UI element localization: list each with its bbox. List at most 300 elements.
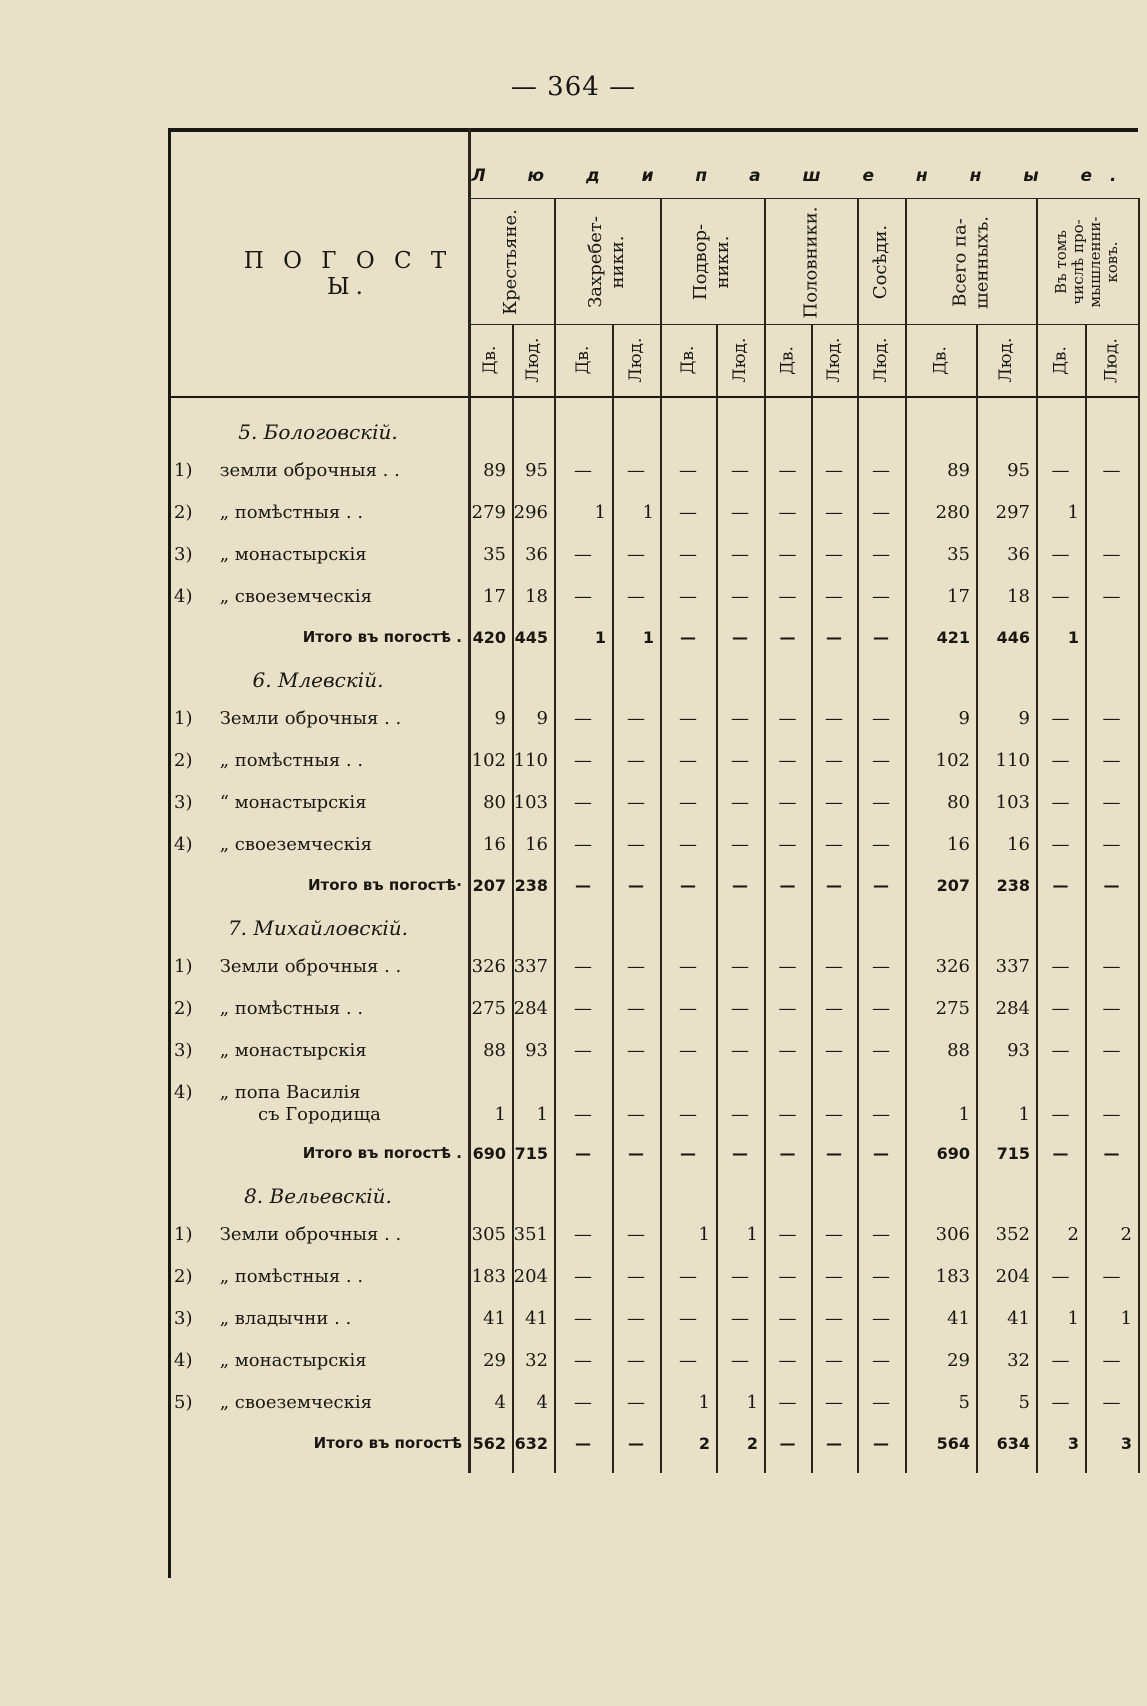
row-number: 3) — [174, 1040, 193, 1061]
column-header — [764, 202, 857, 322]
table-cell: 1 — [958, 1104, 970, 1125]
empty-cell: — — [1051, 834, 1070, 855]
table-cell: 3 — [1067, 1434, 1079, 1453]
empty-cell: — — [574, 956, 592, 977]
column-subheader: Люд. — [871, 337, 891, 383]
table-cell: 89 — [947, 460, 970, 481]
empty-cell: — — [872, 1308, 890, 1329]
empty-cell: — — [1102, 586, 1121, 607]
column-header-line: Половники. — [799, 206, 821, 318]
empty-cell: — — [1102, 1266, 1121, 1287]
empty-cell: — — [873, 1434, 889, 1453]
table-row — [168, 1300, 1138, 1340]
empty-cell: — — [627, 544, 645, 565]
column-subheader: Люд. — [1101, 337, 1121, 383]
row-label — [174, 1350, 367, 1371]
column-subheader: Люд. — [996, 337, 1016, 383]
empty-cell: — — [732, 1144, 748, 1163]
row-number: 3) — [174, 544, 193, 565]
empty-cell: — — [872, 1104, 890, 1125]
table-row — [168, 578, 1138, 618]
empty-cell: — — [679, 750, 697, 771]
empty-cell: — — [574, 1040, 592, 1061]
table-cell: 16 — [525, 834, 548, 855]
empty-cell: — — [1051, 1266, 1070, 1287]
table-cell: 445 — [514, 628, 548, 647]
table-cell: 5 — [958, 1392, 970, 1413]
table-cell: 16 — [947, 834, 970, 855]
table-cell: 183 — [935, 1266, 970, 1287]
empty-cell: — — [778, 1350, 797, 1371]
empty-cell: — — [574, 586, 592, 607]
row-label — [174, 834, 372, 855]
empty-cell: — — [1102, 1040, 1121, 1061]
column-header — [905, 202, 1036, 322]
empty-cell: — — [778, 502, 797, 523]
table-cell: 18 — [525, 586, 548, 607]
column-rule — [1085, 324, 1087, 1473]
table-cell: 2 — [698, 1434, 710, 1453]
empty-cell: — — [872, 792, 890, 813]
empty-cell: — — [872, 1266, 890, 1287]
empty-cell: — — [731, 1040, 749, 1061]
empty-cell: — — [825, 1350, 843, 1371]
empty-cell: — — [778, 998, 797, 1019]
table-cell: 326 — [471, 956, 506, 977]
empty-cell: — — [574, 460, 592, 481]
empty-cell: — — [627, 834, 645, 855]
row-label — [174, 1392, 372, 1413]
section-title: 7. Михайловскій. — [227, 916, 409, 940]
table-cell: 1 — [1067, 1308, 1079, 1329]
empty-cell: — — [679, 544, 697, 565]
table-cell: 35 — [947, 544, 970, 565]
column-subheader: Дв. — [777, 345, 797, 375]
row-number: 4) — [174, 1082, 193, 1103]
row-label-text: Земли оброчныя . . — [214, 708, 402, 729]
empty-cell: — — [1102, 1392, 1121, 1413]
row-number: 5) — [174, 1392, 193, 1413]
empty-cell: — — [627, 1308, 645, 1329]
empty-cell: — — [628, 1434, 644, 1453]
row-label-text: „ своеземческія — [214, 834, 372, 855]
empty-cell: — — [778, 544, 797, 565]
row-label-text: Земли оброчныя . . — [214, 956, 402, 977]
table-cell: 337 — [995, 956, 1030, 977]
empty-cell: — — [1103, 876, 1120, 895]
table-cell: 352 — [995, 1224, 1030, 1245]
empty-cell: — — [574, 834, 592, 855]
row-number: 1) — [174, 1224, 193, 1245]
empty-cell: — — [627, 708, 645, 729]
empty-cell: — — [574, 1224, 592, 1245]
empty-cell: — — [1051, 956, 1070, 977]
empty-cell: — — [679, 502, 697, 523]
empty-cell: — — [779, 876, 796, 895]
empty-cell: — — [731, 1266, 749, 1287]
empty-cell: — — [574, 1266, 592, 1287]
total-row — [168, 868, 1138, 908]
empty-cell: — — [825, 1266, 843, 1287]
empty-cell: — — [825, 460, 843, 481]
column-rule — [764, 198, 766, 1473]
empty-cell: — — [731, 750, 749, 771]
table-row — [168, 1216, 1138, 1256]
table-row — [168, 784, 1138, 824]
column-rule — [976, 324, 978, 1473]
table-cell: 5 — [1018, 1392, 1030, 1413]
table-cell: 204 — [995, 1266, 1030, 1287]
total-row — [168, 1136, 1138, 1176]
column-header-line: ники. — [712, 235, 733, 289]
empty-cell: — — [1102, 460, 1121, 481]
empty-cell: — — [680, 876, 696, 895]
section-title: 8. Вельевскій. — [244, 1184, 392, 1208]
table-cell: 715 — [996, 1144, 1030, 1163]
empty-cell: — — [825, 1308, 843, 1329]
total-row — [168, 1426, 1138, 1466]
subheader-rule — [468, 324, 1138, 325]
table-cell: 1 — [536, 1104, 548, 1125]
column-rule — [905, 198, 907, 1473]
table-cell: 446 — [996, 628, 1030, 647]
row-label — [174, 544, 367, 565]
page-number: — 364 — — [510, 72, 637, 102]
empty-cell: — — [1051, 792, 1070, 813]
table-cell: 2 — [746, 1434, 758, 1453]
column-subheader: Люд. — [730, 337, 750, 383]
empty-cell: — — [826, 876, 842, 895]
empty-cell: — — [679, 956, 697, 977]
table-row — [168, 1384, 1138, 1424]
empty-cell: — — [872, 1350, 890, 1371]
row-label-text: „ владычни . . — [214, 1308, 352, 1329]
total-row — [168, 620, 1138, 660]
table-top-rule — [168, 128, 1138, 132]
table-cell: 35 — [483, 544, 506, 565]
row-label-text: „ попа Василія — [214, 1082, 361, 1103]
table-cell: 715 — [514, 1144, 548, 1163]
empty-cell: — — [1051, 998, 1070, 1019]
empty-cell: — — [778, 460, 797, 481]
table-row — [168, 452, 1138, 492]
table-cell: 421 — [936, 628, 970, 647]
table-cell: 2 — [1120, 1224, 1132, 1245]
empty-cell: — — [872, 708, 890, 729]
empty-cell: — — [1051, 1104, 1070, 1125]
table-cell: 564 — [936, 1434, 970, 1453]
table-cell: 690 — [472, 1144, 506, 1163]
empty-cell: — — [731, 586, 749, 607]
empty-cell: — — [778, 1308, 797, 1329]
table-cell: 88 — [483, 1040, 506, 1061]
empty-cell: — — [1102, 544, 1121, 565]
empty-cell: — — [627, 750, 645, 771]
table-cell: 32 — [1007, 1350, 1030, 1371]
empty-cell: — — [679, 708, 697, 729]
empty-cell: — — [872, 998, 890, 1019]
empty-cell: — — [825, 1392, 843, 1413]
table-cell: 16 — [1007, 834, 1030, 855]
empty-cell: — — [679, 1040, 697, 1061]
empty-cell: — — [825, 708, 843, 729]
empty-cell: — — [1051, 750, 1070, 771]
empty-cell: — — [872, 544, 890, 565]
empty-cell: — — [1102, 1350, 1121, 1371]
table-cell: 18 — [1007, 586, 1030, 607]
table-cell: 41 — [483, 1308, 506, 1329]
row-label-text: “ монастырскія — [214, 792, 367, 813]
table-row — [168, 826, 1138, 866]
empty-cell: — — [873, 628, 889, 647]
row-number: 4) — [174, 1350, 193, 1371]
table-cell: 1 — [1018, 1104, 1030, 1125]
empty-cell: — — [574, 750, 592, 771]
table-row — [168, 494, 1138, 534]
table-cell: 1 — [594, 502, 606, 523]
table-cell: 275 — [471, 998, 506, 1019]
table-cell: 207 — [936, 876, 970, 895]
table-cell: 102 — [471, 750, 506, 771]
empty-cell: — — [679, 1104, 697, 1125]
table-cell: 306 — [935, 1224, 970, 1245]
empty-cell: — — [1051, 1392, 1070, 1413]
row-number: 2) — [174, 502, 193, 523]
table-cell: 29 — [947, 1350, 970, 1371]
table-cell: 16 — [483, 834, 506, 855]
table-row — [168, 990, 1138, 1030]
table-cell: 103 — [995, 792, 1030, 813]
empty-cell: — — [872, 834, 890, 855]
row-label — [174, 586, 372, 607]
table-cell: 279 — [471, 502, 506, 523]
table-cell: 1 — [1067, 502, 1079, 523]
table-cell: 1 — [642, 502, 654, 523]
column-header-line: Всего па- — [948, 217, 970, 307]
row-label — [174, 998, 363, 1019]
column-header — [468, 202, 554, 322]
column-rule — [811, 324, 813, 1473]
row-number: 1) — [174, 956, 193, 977]
empty-cell: — — [627, 1104, 645, 1125]
empty-cell: — — [778, 1040, 797, 1061]
row-label — [174, 956, 401, 977]
empty-cell: — — [778, 750, 797, 771]
column-header — [1036, 202, 1138, 322]
table-cell: 80 — [947, 792, 970, 813]
empty-cell: — — [825, 956, 843, 977]
empty-cell: — — [778, 834, 797, 855]
empty-cell: — — [872, 1224, 890, 1245]
empty-cell: — — [731, 1350, 749, 1371]
column-rule — [468, 128, 471, 1473]
empty-cell: — — [627, 460, 645, 481]
row-label-text: „ помѣстныя . . — [214, 998, 364, 1019]
table-cell: 326 — [935, 956, 970, 977]
row-label-text: земли оброчныя . . — [214, 460, 400, 481]
empty-cell: — — [574, 1392, 592, 1413]
empty-cell: — — [873, 876, 889, 895]
empty-cell: — — [872, 502, 890, 523]
empty-cell: — — [1102, 1104, 1121, 1125]
column-subheader: Дв. — [1050, 345, 1070, 375]
total-label: Итого въ погостѣ — [313, 1434, 462, 1452]
empty-cell: — — [574, 1308, 592, 1329]
row-label-text: „ своеземческія — [214, 1392, 372, 1413]
table-cell: 280 — [935, 502, 970, 523]
column-header-line: ковъ. — [1103, 241, 1121, 283]
column-rule — [1036, 198, 1038, 1473]
empty-cell: — — [872, 750, 890, 771]
empty-cell: — — [778, 1392, 797, 1413]
table-cell: 102 — [935, 750, 970, 771]
row-number: 4) — [174, 586, 193, 607]
empty-cell: — — [825, 998, 843, 1019]
empty-cell: — — [574, 708, 592, 729]
row-label-text: „ монастырскія — [214, 1350, 367, 1371]
column-header — [660, 202, 764, 322]
column-header — [857, 202, 905, 322]
empty-cell: — — [680, 1144, 696, 1163]
table-cell: 1 — [746, 1392, 758, 1413]
row-number: 2) — [174, 750, 193, 771]
empty-cell: — — [731, 708, 749, 729]
table-cell: 95 — [1007, 460, 1030, 481]
empty-cell: — — [826, 1144, 842, 1163]
empty-cell: — — [732, 628, 748, 647]
total-label: Итого въ погостѣ . — [302, 1144, 462, 1162]
empty-cell: — — [778, 708, 797, 729]
empty-cell: — — [1102, 998, 1121, 1019]
table-cell: 9 — [1018, 708, 1030, 729]
column-rule — [554, 198, 556, 1473]
column-subheader: Люд. — [824, 337, 844, 383]
row-label-text: „ помѣстныя . . — [214, 502, 364, 523]
empty-cell: — — [731, 1104, 749, 1125]
table-row — [168, 700, 1138, 740]
table-cell: 9 — [958, 708, 970, 729]
table-cell: 275 — [935, 998, 970, 1019]
row-label — [174, 708, 401, 729]
row-label-text: „ помѣстныя . . — [214, 750, 364, 771]
table-cell: 41 — [1007, 1308, 1030, 1329]
table-row — [168, 1032, 1138, 1072]
row-label — [174, 1082, 361, 1103]
table-cell: 296 — [513, 502, 548, 523]
empty-cell: — — [825, 586, 843, 607]
empty-cell: — — [1051, 586, 1070, 607]
table-cell: 207 — [472, 876, 506, 895]
table-cell: 284 — [995, 998, 1030, 1019]
table-cell: 297 — [995, 502, 1030, 523]
empty-cell: — — [628, 876, 644, 895]
table-row — [168, 948, 1138, 988]
table-cell: 17 — [483, 586, 506, 607]
column-header — [554, 202, 660, 322]
empty-cell: — — [732, 876, 748, 895]
table-cell: 1 — [1067, 628, 1079, 647]
table-cell: 36 — [1007, 544, 1030, 565]
column-subheader: Дв. — [678, 345, 698, 375]
empty-cell: — — [825, 1224, 843, 1245]
empty-cell: — — [778, 1266, 797, 1287]
row-label-text: „ своеземческія — [214, 586, 372, 607]
empty-cell: — — [825, 502, 843, 523]
empty-cell: — — [679, 460, 697, 481]
row-number: 2) — [174, 1266, 193, 1287]
empty-cell: — — [872, 460, 890, 481]
section-title: 6. Млевскій. — [252, 668, 384, 692]
empty-cell: — — [679, 586, 697, 607]
table-cell: 1 — [746, 1224, 758, 1245]
empty-cell: — — [872, 1392, 890, 1413]
column-header-line: Сосѣди. — [870, 224, 891, 300]
table-cell: 95 — [525, 460, 548, 481]
empty-cell: — — [679, 1266, 697, 1287]
table-cell: 284 — [513, 998, 548, 1019]
column-rule — [512, 324, 514, 1473]
table-cell: 305 — [471, 1224, 506, 1245]
table-row — [168, 1074, 1138, 1138]
empty-cell: — — [731, 544, 749, 565]
table-cell: 562 — [472, 1434, 506, 1453]
column-header-line: числѣ про- — [1069, 219, 1087, 305]
column-header-line: Захребет- — [585, 216, 606, 308]
row-label — [174, 1266, 363, 1287]
empty-cell: — — [1052, 876, 1069, 895]
table-cell: 93 — [1007, 1040, 1030, 1061]
empty-cell: — — [731, 956, 749, 977]
empty-cell: — — [1051, 708, 1070, 729]
table-cell: 32 — [525, 1350, 548, 1371]
table-cell: 4 — [494, 1392, 506, 1413]
table-cell: 3 — [1120, 1434, 1132, 1453]
empty-cell: — — [679, 834, 697, 855]
column-subheader: Дв. — [930, 345, 950, 375]
empty-cell: — — [628, 1144, 644, 1163]
table-cell: 103 — [513, 792, 548, 813]
data-table — [168, 128, 1138, 1578]
table-cell: 41 — [947, 1308, 970, 1329]
row-number: 1) — [174, 460, 193, 481]
empty-cell: — — [575, 1144, 591, 1163]
empty-cell: — — [627, 998, 645, 1019]
row-number: 1) — [174, 708, 193, 729]
empty-cell: — — [1102, 792, 1121, 813]
table-cell: 93 — [525, 1040, 548, 1061]
table-cell: 41 — [525, 1308, 548, 1329]
empty-cell: — — [731, 834, 749, 855]
table-cell: 183 — [471, 1266, 506, 1287]
empty-cell: — — [731, 792, 749, 813]
table-cell: 9 — [494, 708, 506, 729]
empty-cell: — — [574, 544, 592, 565]
empty-cell: — — [679, 998, 697, 1019]
empty-cell: — — [679, 1350, 697, 1371]
column-rule — [1138, 198, 1140, 1473]
column-rule — [660, 198, 662, 1473]
row-label — [174, 750, 363, 771]
empty-cell: — — [779, 1434, 796, 1453]
empty-cell: — — [1102, 956, 1121, 977]
table-cell: 36 — [525, 544, 548, 565]
row-number: 3) — [174, 792, 193, 813]
empty-cell: — — [825, 544, 843, 565]
empty-cell: — — [1102, 750, 1121, 771]
row-label-text: Земли оброчныя . . — [214, 1224, 402, 1245]
empty-cell: — — [779, 1144, 796, 1163]
empty-cell: — — [872, 586, 890, 607]
